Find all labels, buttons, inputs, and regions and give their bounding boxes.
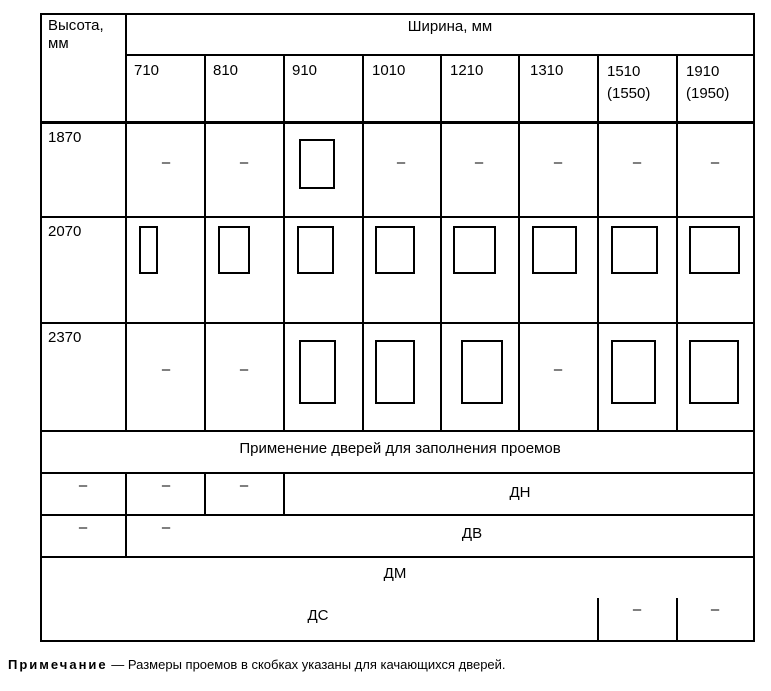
door-opening-2370-910 (299, 340, 336, 404)
row-divider-2070 (40, 322, 755, 324)
col-divider-710 (204, 55, 206, 432)
cell-1870-1510-dash: – (632, 154, 642, 171)
dn-row-dash-2: – (161, 477, 171, 494)
width-header: Ширина, мм (407, 18, 493, 35)
door-opening-2370-1910 (689, 340, 739, 404)
col-divider-1310 (597, 55, 599, 432)
height-label-2370: 2370 (48, 329, 82, 346)
dn-label: ДН (509, 484, 531, 501)
footnote-text: — Размеры проемов в скобках указаны для качающихся дверей. (111, 657, 506, 672)
cell-1870-710-dash: – (161, 154, 171, 171)
dn-col-divider-1 (125, 473, 127, 557)
door-opening-2070-1210 (453, 226, 496, 274)
cell-1870-1010-dash: – (396, 154, 406, 171)
table-border-top (40, 13, 755, 15)
height-label-2070: 2070 (48, 223, 82, 240)
application-title: Применение дверей для заполнения проемов (239, 440, 561, 457)
cell-1870-810-dash: – (239, 154, 249, 171)
door-opening-2070-1010 (375, 226, 415, 274)
col-divider-height (125, 13, 127, 432)
door-opening-2370-1010 (375, 340, 415, 404)
col-divider-910 (362, 55, 364, 432)
width-label-1010: 1010 (372, 62, 406, 79)
ds-col-divider-1 (597, 598, 599, 642)
col-divider-810 (283, 55, 285, 432)
cell-2370-810-dash: – (239, 361, 249, 378)
ds-label: ДС (307, 607, 329, 624)
table-border-left (40, 13, 42, 642)
table-border-bottom (40, 640, 755, 642)
dn-row-dash-3: – (239, 477, 249, 494)
cell-1870-1910-dash: – (710, 154, 720, 171)
door-opening-2070-1310 (532, 226, 577, 274)
width-label-910: 910 (292, 62, 318, 79)
door-opening-2070-1910 (689, 226, 740, 274)
door-opening-2070-1510 (611, 226, 658, 274)
ds-row-dash-2: – (710, 601, 720, 618)
door-opening-2370-1510 (611, 340, 656, 404)
header-bottom-rule (40, 121, 755, 124)
width-label-810: 810 (213, 62, 239, 79)
table-footnote (8, 656, 506, 674)
width-label-1210: 1210 (450, 62, 484, 79)
door-opening-2070-710 (139, 226, 158, 274)
ds-row-dash-1: – (632, 601, 642, 618)
dv-row-dash-1: – (78, 519, 88, 536)
row-divider-2370 (40, 430, 755, 432)
height-header: Высота, мм (48, 17, 104, 52)
dn-row-dash-1: – (78, 477, 88, 494)
ds-col-divider-2 (676, 598, 678, 642)
dn-col-divider-3 (283, 473, 285, 515)
row-divider-1870 (40, 216, 755, 218)
dn-row-bottom-right (283, 514, 755, 516)
cell-1870-1310-dash: – (553, 154, 563, 171)
dv-row-dash-2: – (161, 519, 171, 536)
col-divider-1210 (518, 55, 520, 432)
table-border-right (753, 13, 755, 642)
width-label-1510: 1510 (1550) (607, 63, 651, 102)
cell-1870-1210-dash: – (474, 154, 484, 171)
dv-row-bottom (40, 556, 755, 558)
cell-2370-710-dash: – (161, 361, 171, 378)
door-opening-1870-910 (299, 139, 335, 189)
height-label-1870: 1870 (48, 129, 82, 146)
dn-col-divider-2 (204, 473, 206, 515)
application-divider (40, 472, 755, 474)
width-label-1310: 1310 (530, 62, 564, 79)
dn-row-bottom (40, 514, 283, 516)
col-divider-1010 (440, 55, 442, 432)
col-divider-1510 (676, 55, 678, 432)
door-opening-2070-810 (218, 226, 250, 274)
width-label-1910: 1910 (1950) (686, 63, 730, 102)
cell-2370-1310-dash: – (553, 361, 563, 378)
dv-label: ДВ (461, 525, 483, 542)
width-label-710: 710 (134, 62, 160, 79)
door-opening-2070-910 (297, 226, 334, 274)
dm-label: ДМ (383, 565, 407, 582)
door-opening-2370-1210 (461, 340, 503, 404)
footnote-lead: Примечание (8, 657, 108, 672)
